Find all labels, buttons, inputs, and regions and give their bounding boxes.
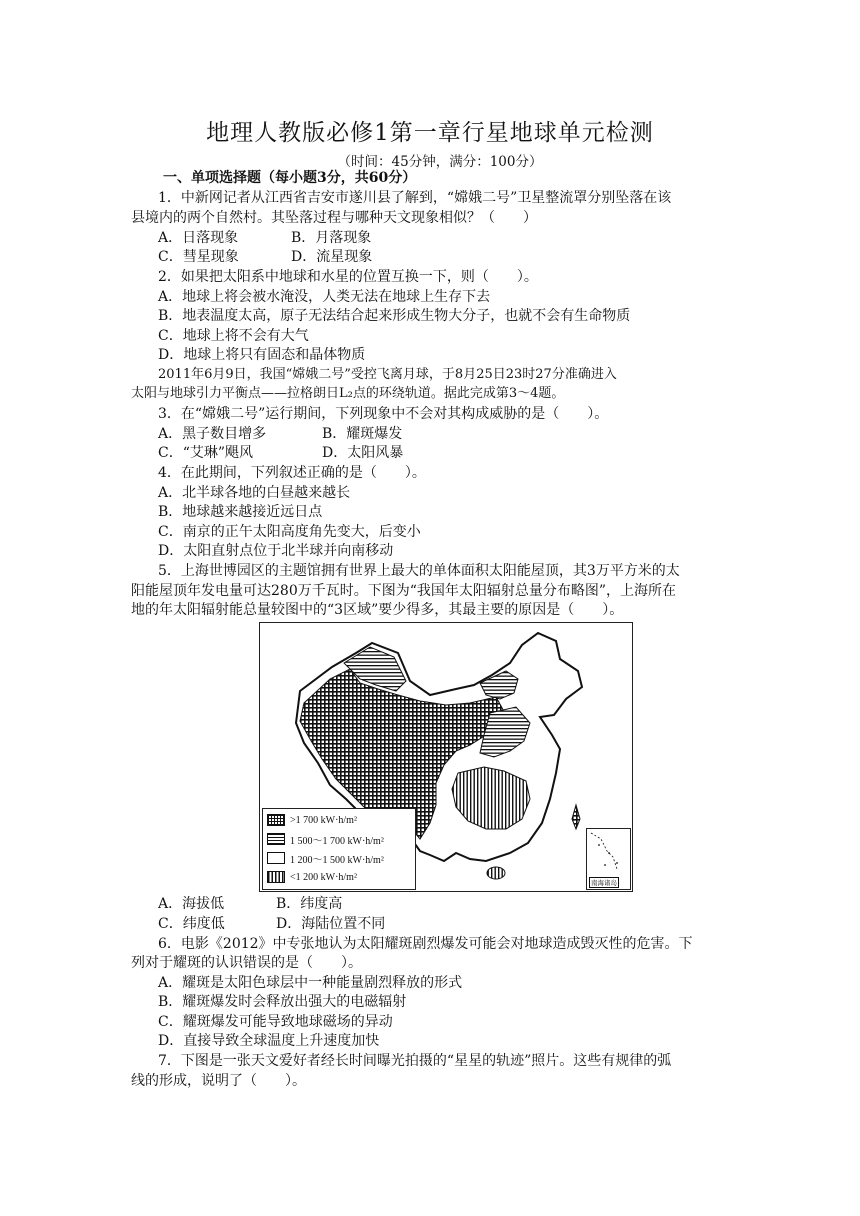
- q5-stem-line3: 地的年太阳辐射能总量较图中的“3区域”要少得多，其最主要的原因是（ ）。: [131, 602, 624, 618]
- q6-option-c: C．耀斑爆发可能导致地球磁场的异动: [158, 1014, 393, 1030]
- q3-option-c: C．“艾琳”飓风: [158, 445, 254, 461]
- map-legend: [262, 808, 416, 890]
- q1-option-b: B．月落现象: [291, 230, 372, 246]
- legend-swatch-grid: [267, 814, 285, 826]
- hainan-island: [487, 867, 505, 879]
- q4-option-b: B．地球越来越接近远日点: [158, 504, 323, 520]
- taiwan-island: [572, 805, 580, 829]
- q3-option-a: A．黑子数目增多: [158, 426, 267, 442]
- q6-stem-line2: 列对于耀斑的认识错误的是（ ）。: [131, 955, 362, 971]
- legend-label: 1 500～1 700 kW·h/m²: [290, 835, 384, 847]
- q5-stem-line1: 5．上海世博园区的主题馆拥有世界上最大的单体面积太阳能屋顶，其3万平方米的太: [158, 563, 680, 579]
- q1-stem-line1: 1．中新网记者从江西省吉安市遂川县了解到，“嫦娥二号”卫星整流罩分别坠落在该: [158, 190, 672, 206]
- legend-item: [267, 813, 357, 827]
- q2-option-a: A．地球上将会被水淹没，人类无法在地球上生存下去: [158, 289, 491, 305]
- q4-option-c: C．南京的正午太阳高度角先变大，后变小: [158, 524, 421, 540]
- legend-item: [267, 851, 384, 865]
- q34-intro-line1: 2011年6月9日，我国“嫦娥二号”受控飞离月球，于8月25日23时27分准确进入: [158, 367, 617, 382]
- exam-time-score: （时间：45分钟，满分：100分）: [337, 154, 543, 170]
- q4-option-d: D．太阳直射点位于北半球并向南移动: [158, 543, 394, 559]
- q6-option-a: A．耀斑是太阳色球层中一种能量剧烈释放的形式: [158, 975, 463, 991]
- q6-option-b: B．耀斑爆发时会释放出强大的电磁辐射: [158, 994, 407, 1010]
- q5-option-a: A．海拔低: [158, 896, 225, 912]
- q6-option-d: D．直接导致全球温度上升速度加快: [158, 1033, 380, 1049]
- q3-option-d: D．太阳风暴: [322, 445, 404, 461]
- q4-option-a: A．北半球各地的白昼越来越长: [158, 485, 351, 501]
- q2-stem: 2．如果把太阳系中地球和水星的位置互换一下，则（ ）。: [158, 269, 538, 285]
- q5-option-d: D．海陆位置不同: [276, 916, 386, 932]
- legend-item: [267, 832, 384, 846]
- q7-stem-line2: 线的形成，说明了（ ）。: [131, 1073, 306, 1089]
- legend-label: >1 700 kW·h/m²: [290, 814, 357, 826]
- q34-intro-line2: 太阳与地球引力平衡点——拉格朗日L₂点的环绕轨道。据此完成第3～4题。: [131, 386, 565, 401]
- inset-label: 南海诸岛: [591, 879, 617, 887]
- legend-label: 1 200～1 500 kW·h/m²: [290, 854, 384, 866]
- q5-stem-line2: 阳能屋顶年发电量可达280万千瓦时。下图为“我国年太阳辐射总量分布略图”，上海所在: [131, 583, 677, 599]
- q1-option-a: A．日落现象: [158, 230, 239, 246]
- legend-swatch-horizontal: [267, 833, 285, 845]
- legend-item: [267, 870, 357, 884]
- south-china-sea-inset: [586, 828, 631, 890]
- q4-stem: 4．在此期间，下列叙述正确的是（ ）。: [158, 465, 426, 481]
- q2-option-d: D．地球上将只有固态和晶体物质: [158, 347, 366, 363]
- q3-stem: 3．在“嫦娥二号”运行期间，下列现象中不会对其构成威胁的是（ ）。: [158, 406, 609, 422]
- q2-option-c: C．地球上将不会有大气: [158, 328, 309, 344]
- q5-option-c: C．纬度低: [158, 916, 225, 932]
- page-title: 地理人教版必修1第一章行星地球单元检测: [206, 120, 654, 146]
- q6-stem-line1: 6．电影《2012》中专张地认为太阳耀斑剧烈爆发可能会对地球造成毁灭性的危害。下: [158, 936, 693, 952]
- legend-swatch-vertical: [267, 871, 285, 883]
- q7-stem-line1: 7．下图是一张天文爱好者经长时间曝光拍摄的“星星的轨迹”照片。这些有规律的弧: [158, 1053, 672, 1069]
- q1-option-d: D．流星现象: [291, 249, 373, 265]
- q1-stem-line2: 县境内的两个自然村。其坠落过程与哪种天文现象相似？（ ）: [131, 210, 537, 226]
- q1-option-c: C．彗星现象: [158, 249, 239, 265]
- q2-option-b: B．地表温度太高，原子无法结合起来形成生物大分子，也就不会有生命物质: [158, 308, 631, 324]
- legend-swatch-blank: [267, 852, 285, 864]
- q5-option-b: B．纬度高: [276, 896, 343, 912]
- section-heading: 一、单项选择题（每小题3分，共60分）: [163, 170, 417, 186]
- legend-label: <1 200 kW·h/m²: [290, 871, 357, 883]
- q3-option-b: B．耀斑爆发: [322, 426, 403, 442]
